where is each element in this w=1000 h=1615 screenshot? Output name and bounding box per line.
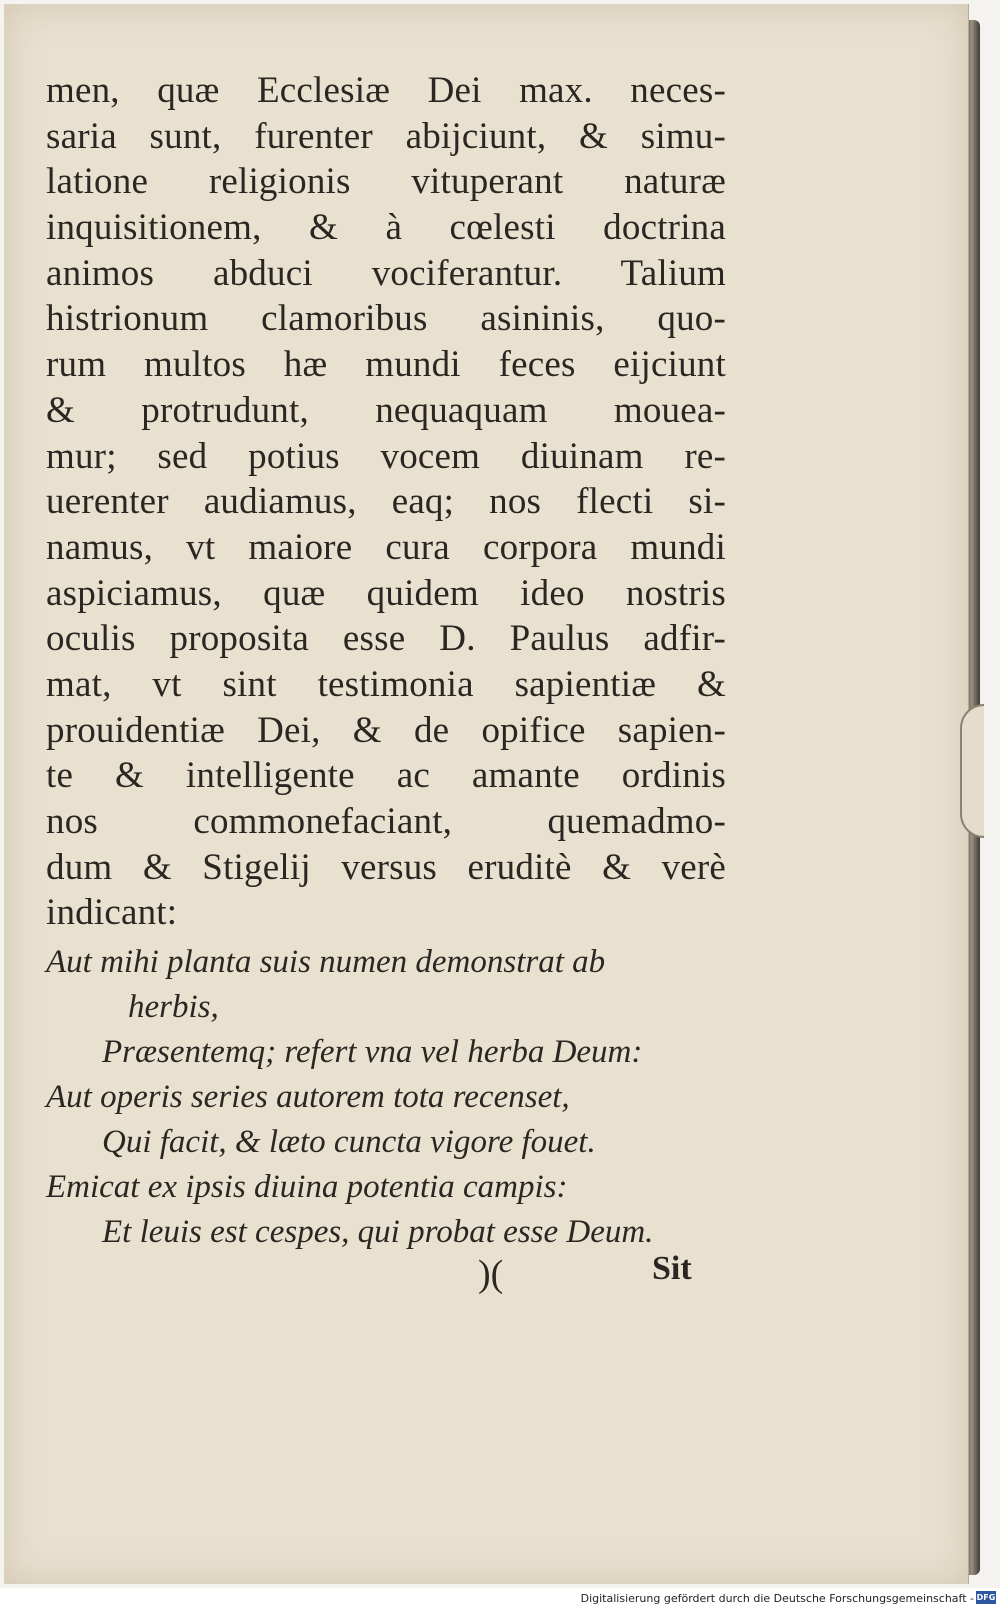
text-line: namus, vt maiore cura corpora mundi bbox=[46, 526, 726, 568]
text-line: latione religionis vituperant naturæ bbox=[46, 161, 726, 203]
page-tab-notch bbox=[960, 704, 984, 838]
text-line: aspiciamus, quæ quidem ideo nostris bbox=[46, 572, 726, 614]
verse-line: Et leuis est cespes, qui probat esse Deum. bbox=[102, 1214, 654, 1250]
verse-line: Præsentemq; refert vna vel herba Deum: bbox=[102, 1034, 643, 1070]
text-line: oculis proposita esse D. Paulus adfir- bbox=[46, 618, 726, 660]
verse-quotation-block bbox=[46, 940, 736, 1255]
catchword: Sit bbox=[652, 1250, 692, 1287]
text-line: inquisitionem, & à cœlesti doctrina bbox=[46, 207, 726, 249]
signature-mark: )( bbox=[478, 1253, 504, 1295]
text-line: indicant: bbox=[46, 892, 178, 934]
dfg-logo: DFG bbox=[976, 1593, 996, 1602]
text-line: mur; sed potius vocem diuinam re- bbox=[46, 435, 726, 477]
text-line: te & intelligente ac amante ordinis bbox=[46, 755, 726, 797]
text-line: rum multos hæ mundi feces eijciunt bbox=[46, 344, 726, 386]
text-line: saria sunt, furenter abijciunt, & simu- bbox=[46, 115, 726, 157]
verse-line: Aut operis series autorem tota recenset, bbox=[46, 1079, 570, 1115]
verse-line: herbis, bbox=[128, 989, 219, 1025]
text-line: mat, vt sint testimonia sapientiæ & bbox=[46, 663, 726, 705]
text-line: & protrudunt, nequaquam mouea- bbox=[46, 389, 726, 431]
prose-text-block bbox=[46, 68, 726, 936]
verse-line: Qui facit, & læto cuncta vigore fouet. bbox=[102, 1124, 596, 1160]
text-line: histrionum clamoribus asininis, quo- bbox=[46, 298, 726, 340]
text-line: nos commonefaciant, quemadmo- bbox=[46, 801, 726, 842]
verse-line: Aut mihi planta suis numen demonstrat ab bbox=[46, 944, 606, 980]
digitization-credit: Digitalisierung gefördert durch die Deutsche Forschungsgemeinschaft - bbox=[580, 1592, 974, 1605]
text-line: prouidentiæ Dei, & de opifice sapien- bbox=[46, 709, 726, 751]
text-line: uerenter audiamus, eaq; nos flecti si- bbox=[46, 481, 726, 523]
text-line: dum & Stigelij versus eruditè & verè bbox=[46, 846, 726, 888]
text-line: animos abduci vociferantur. Talium bbox=[46, 252, 726, 294]
verse-line: Emicat ex ipsis diuina potentia campis: bbox=[46, 1169, 568, 1205]
text-line: men, quæ Ecclesiæ Dei max. neces- bbox=[46, 70, 726, 111]
